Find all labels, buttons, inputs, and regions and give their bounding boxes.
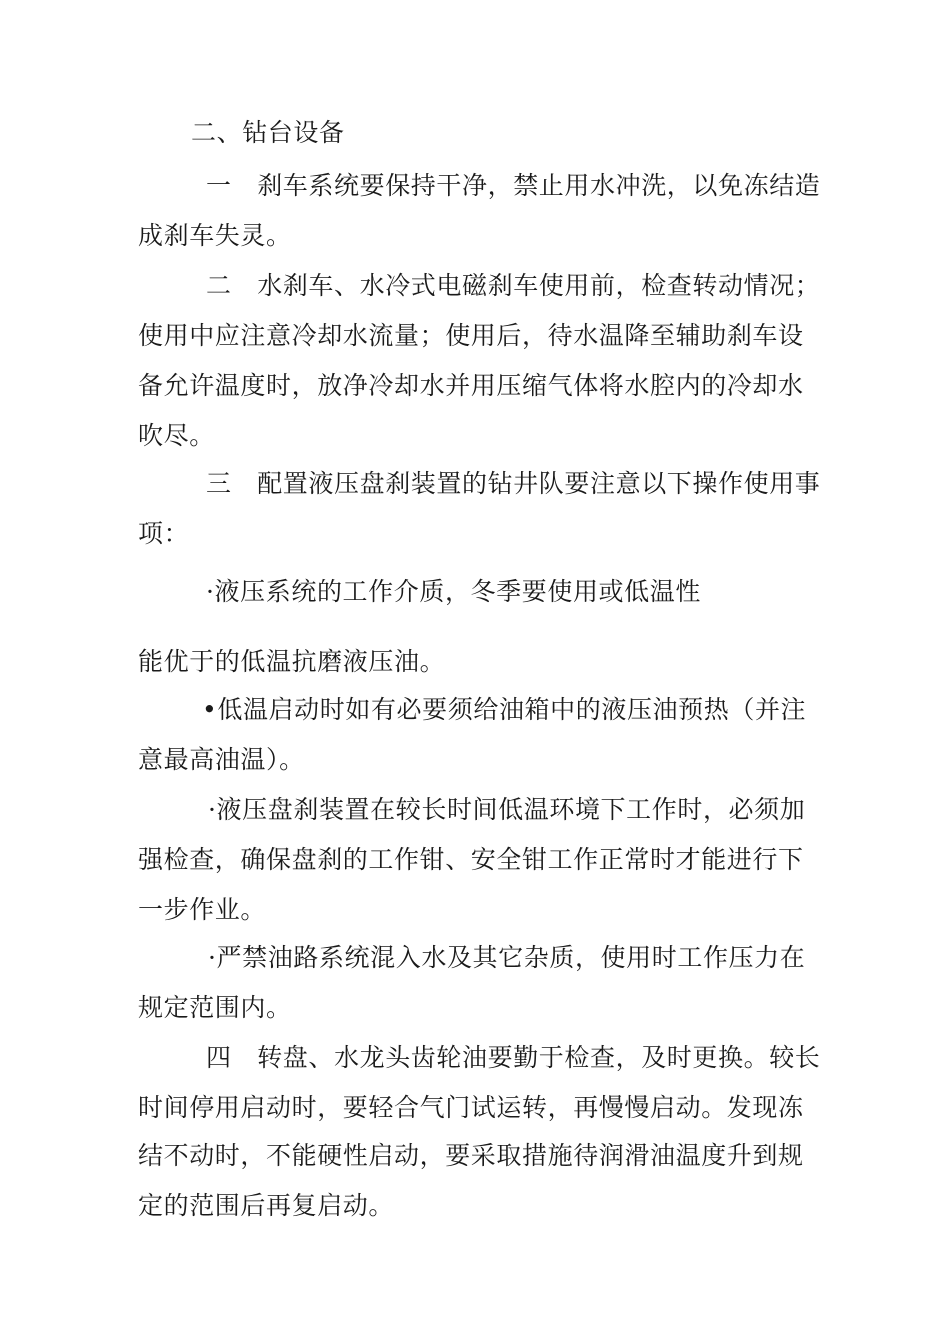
paragraph-line: 三 配置液压盘刹装置的钻井队要注意以下操作使用事: [206, 469, 821, 498]
paragraph-line: 结不动时，不能硬性启动，要采取措施待润滑油温度升到规: [138, 1141, 804, 1170]
bullet-line: 意最高油温）。: [138, 745, 305, 774]
bullet-line: 规定范围内。: [138, 993, 292, 1022]
paragraph-line: 四 转盘、水龙头齿轮油要勤于检查，及时更换。较长: [206, 1043, 821, 1072]
paragraph-line: 备允许温度时，放净冷却水并用压缩气体将水腔内的冷却水: [138, 371, 804, 400]
bullet-line: ·严禁油路系统混入水及其它杂质，使用时工作压力在: [208, 943, 806, 972]
paragraph-line: 吹尽。: [138, 421, 215, 450]
paragraph-line: 使用中应注意冷却水流量；使用后，待水温降至辅助刹车设: [138, 321, 804, 350]
bullet-line: •低温启动时如有必要须给油箱中的液压油预热（并注: [202, 695, 807, 724]
bullet-line: 能优于的低温抗磨液压油。: [138, 647, 446, 676]
section-title: 二、钻台设备: [191, 118, 345, 147]
paragraph-line: 一 刹车系统要保持干净，禁止用水冲洗，以免冻结造: [206, 171, 821, 200]
paragraph-line: 二 水刹车、水冷式电磁刹车使用前，检查转动情况；: [206, 271, 821, 300]
bullet-line: 一步作业。: [138, 895, 267, 924]
bullet-line: ·液压盘刹装置在较长时间低温环境下工作时，必须加: [208, 795, 806, 824]
bullet-line: 强检查，确保盘刹的工作钳、安全钳工作正常时才能进行下: [138, 845, 804, 874]
paragraph-line: 成刹车失灵。: [138, 221, 292, 250]
paragraph-line: 定的范围后再复启动。: [138, 1191, 395, 1220]
paragraph-line: 时间停用启动时，要轻合气门试运转，再慢慢启动。发现冻: [138, 1093, 804, 1122]
paragraph-line: 项：: [138, 519, 190, 548]
bullet-line: ·液压系统的工作介质，冬季要使用或低温性: [206, 577, 701, 606]
